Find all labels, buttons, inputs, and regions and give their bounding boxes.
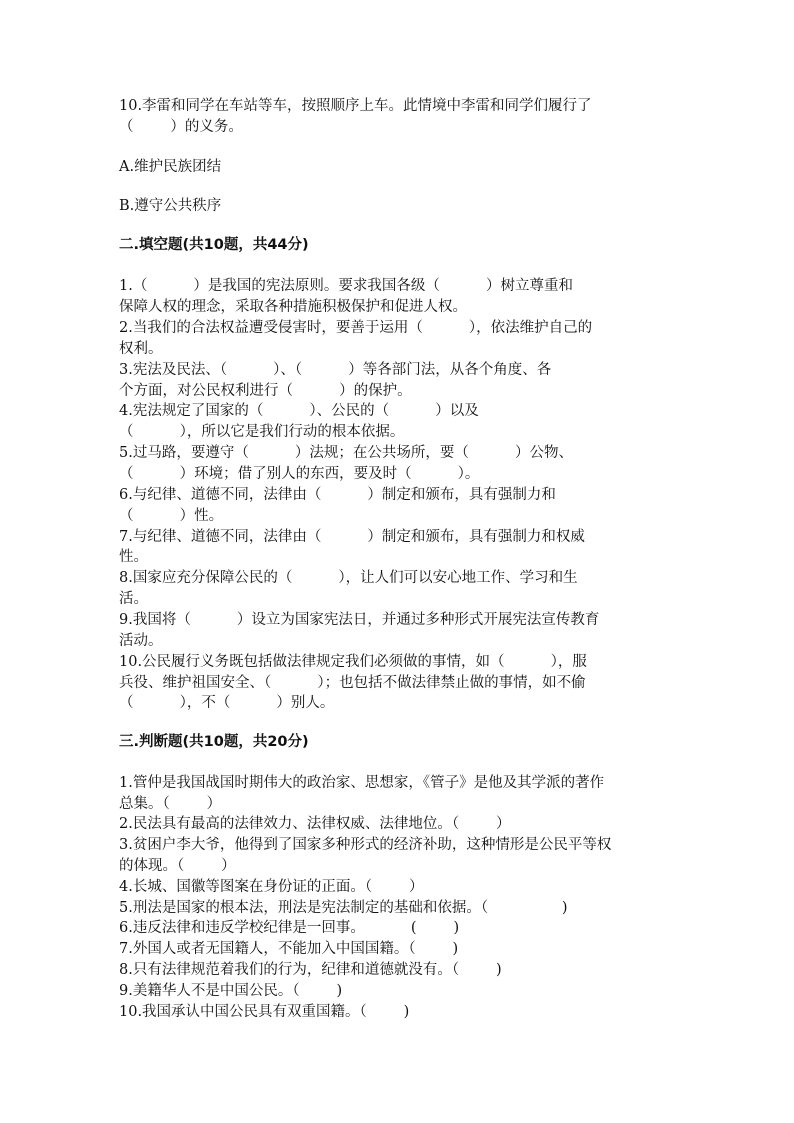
fill-line: 8.国家应充分保障公民的（ ），让人们可以安心地工作、学习和生 — [119, 570, 578, 586]
fill-line: （ ），不（ ）别人。 — [119, 695, 335, 711]
judge-line: 2.民法具有最高的法律效力、法律权威、法律地位。（ ） — [119, 816, 511, 832]
judge-line: 9.美籍华人不是中国公民。（ ) — [119, 983, 343, 999]
judge-line: 6.违反法律和违反学校纪律是一回事。 ( ) — [119, 920, 460, 936]
fill-line: 9.我国将（ ）设立为国家宪法日，并通过多种形式开展宪法宣传教育 — [119, 612, 600, 628]
judge-line: 8.只有法律规范着我们的行为，纪律和道德就没有。（ ) — [119, 962, 502, 978]
judge-line: 5.刑法是国家的根本法，刑法是宪法制定的基础和依据。（ ) — [119, 900, 568, 916]
fill-line: 权利。 — [119, 341, 163, 357]
judge-line: 1.管仲是我国战国时期伟大的政治家、思想家，《管子》是他及其学派的著作 — [119, 775, 605, 791]
fill-line: （ ），所以它是我们行动的根本依据。 — [119, 424, 405, 440]
fill-line: 个方面，对公民权利进行（ ）的保护。 — [119, 383, 412, 399]
fill-line: 10.公民履行义务既包括做法律规定我们必须做的事情，如（ ），服 — [119, 654, 587, 670]
fill-line: （ ）环境；借了别人的东西，要及时（ ）。 — [119, 466, 480, 482]
mc-option-b: B.遵守公共秩序 — [119, 198, 222, 214]
judge-line: 3.贫困户李大爷，他得到了国家多种形式的经济补助，这种情形是公民平等权 — [119, 837, 612, 853]
judge-line: 10.我国承认中国公民具有双重国籍。（ ) — [119, 1004, 410, 1020]
judge-line: 的体现。（ ） — [119, 858, 236, 874]
fill-line: 6.与纪律、道德不同，法律由（ ）制定和颁布，具有强制力和 — [119, 487, 556, 503]
fill-section-heading: 二.填空题(共10题，共44分) — [119, 237, 309, 253]
fill-line: 7.与纪律、道德不同，法律由（ ）制定和颁布，具有强制力和权威 — [119, 529, 585, 545]
fill-line: 3.宪法及民法、（ ）、（ ）等各部门法，从各个角度、各 — [119, 362, 552, 378]
fill-line: 兵役、维护祖国安全、（ ）；也包括不做法律禁止做的事情，如不偷 — [119, 675, 586, 691]
judge-line: 7.外国人或者无国籍人，不能加入中国国籍。（ ) — [119, 941, 459, 957]
fill-line: （ ）性。 — [119, 508, 224, 524]
judge-section-heading: 三.判断题(共10题，共20分) — [119, 734, 309, 750]
mc-option-a: A.维护民族团结 — [119, 159, 222, 175]
fill-line: 5.过马路，要遵守（ ）法规；在公共场所，要（ ）公物、 — [119, 445, 574, 461]
mc-question-10-line-1: 10.李雷和同学在车站等车，按照顺序上车。此情境中李雷和同学们履行了 — [119, 98, 592, 114]
fill-line: 4.宪法规定了国家的（ ）、公民的（ ）以及 — [119, 403, 479, 419]
judge-line: 总集。（ ） — [119, 796, 222, 812]
fill-line: 性。 — [119, 549, 148, 565]
judge-line: 4.长城、国徽等图案在身份证的正面。（ ） — [119, 879, 424, 895]
fill-line: 活动。 — [119, 633, 163, 649]
mc-question-10-line-2: （ ）的义务。 — [119, 119, 243, 135]
fill-line: 保障人权的理念，采取各种措施积极保护和促进人权。 — [119, 299, 467, 315]
fill-line: 1.（ ）是我国的宪法原则。要求我国各级（ ）树立尊重和 — [119, 278, 574, 294]
fill-line: 活。 — [119, 591, 148, 607]
fill-line: 2.当我们的合法权益遭受侵害时，要善于运用（ ），依法维护自己的 — [119, 320, 593, 336]
